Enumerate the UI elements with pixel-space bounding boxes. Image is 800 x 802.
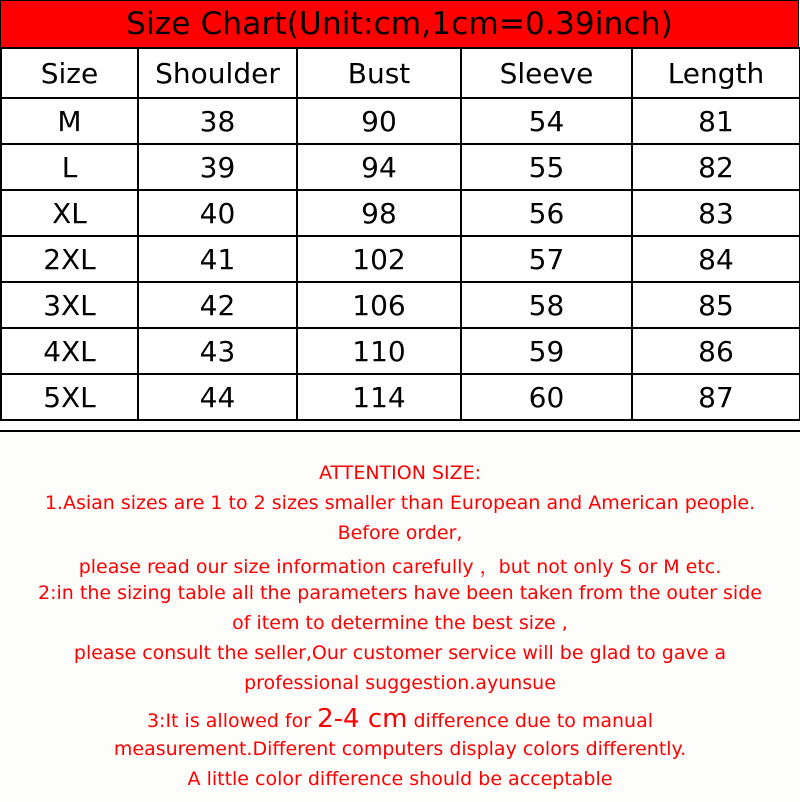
cell-shoulder: 38: [138, 98, 297, 144]
note-line: Before order,: [337, 522, 463, 544]
cell-sleeve: 60: [461, 374, 632, 420]
note-line: 2:in the sizing table all the parameters have been taken from the outer side: [38, 582, 762, 604]
note-line: please read our size information carefully ，but not only S or M etc.: [78, 556, 722, 578]
cell-size: L: [1, 144, 138, 190]
table-row: [1, 374, 800, 420]
note-line: please consult the seller,Our customer service will be glad to gave a: [73, 642, 727, 664]
note-line: professional suggestion.ayunsue: [244, 672, 556, 694]
cell-size: 2XL: [1, 236, 138, 282]
cell-length: 86: [632, 328, 800, 374]
note-line: 1.Asian sizes are 1 to 2 sizes smaller than European and American people.: [44, 492, 756, 514]
cell-shoulder: 41: [138, 236, 297, 282]
note-line: of item to determine the best size ,: [232, 612, 568, 634]
cell-sleeve: 59: [461, 328, 632, 374]
chart-title: Size Chart(Unit:cm,1cm=0.39inch): [0, 0, 799, 48]
table-row: [1, 328, 800, 374]
header-cell-bust: Bust: [297, 48, 461, 98]
cell-bust: 98: [297, 190, 461, 236]
note-line: A little color difference should be acceptable: [187, 768, 613, 790]
cell-shoulder: 43: [138, 328, 297, 374]
table-row: [1, 144, 800, 190]
header-cell-length: Length: [632, 48, 800, 98]
note-line: measurement.Different computers display colors differently.: [113, 738, 687, 760]
cell-shoulder: 40: [138, 190, 297, 236]
cell-length: 82: [632, 144, 800, 190]
cell-length: 84: [632, 236, 800, 282]
cell-length: 81: [632, 98, 800, 144]
note-text: difference due to manual: [407, 710, 654, 732]
cell-shoulder: 39: [138, 144, 297, 190]
cell-size: 4XL: [1, 328, 138, 374]
cell-sleeve: 54: [461, 98, 632, 144]
cell-size: 3XL: [1, 282, 138, 328]
cell-length: 85: [632, 282, 800, 328]
notes-heading: ATTENTION SIZE:: [318, 462, 482, 484]
header-cell-sleeve: Sleeve: [461, 48, 632, 98]
size-table: [0, 47, 800, 421]
cell-bust: 110: [297, 328, 461, 374]
cell-bust: 114: [297, 374, 461, 420]
cell-size: 5XL: [1, 374, 138, 420]
tolerance-highlight: 2-4 cm: [317, 704, 408, 734]
cell-bust: 106: [297, 282, 461, 328]
cell-bust: 90: [297, 98, 461, 144]
table-row: [1, 190, 800, 236]
note-text: 3:It is allowed for: [146, 710, 318, 732]
header-cell-size: Size: [1, 48, 138, 98]
cell-sleeve: 58: [461, 282, 632, 328]
cell-bust: 102: [297, 236, 461, 282]
note-line: [0, 704, 800, 734]
cell-length: 83: [632, 190, 800, 236]
cell-shoulder: 44: [138, 374, 297, 420]
cell-length: 87: [632, 374, 800, 420]
table-header-row: [1, 48, 800, 98]
table-row: [1, 98, 800, 144]
cell-sleeve: 56: [461, 190, 632, 236]
cell-size: M: [1, 98, 138, 144]
header-cell-shoulder: Shoulder: [138, 48, 297, 98]
table-row: [1, 236, 800, 282]
cell-bust: 94: [297, 144, 461, 190]
cell-sleeve: 57: [461, 236, 632, 282]
attention-notes: [0, 430, 800, 802]
cell-sleeve: 55: [461, 144, 632, 190]
cell-size: XL: [1, 190, 138, 236]
cell-shoulder: 42: [138, 282, 297, 328]
table-row: [1, 282, 800, 328]
